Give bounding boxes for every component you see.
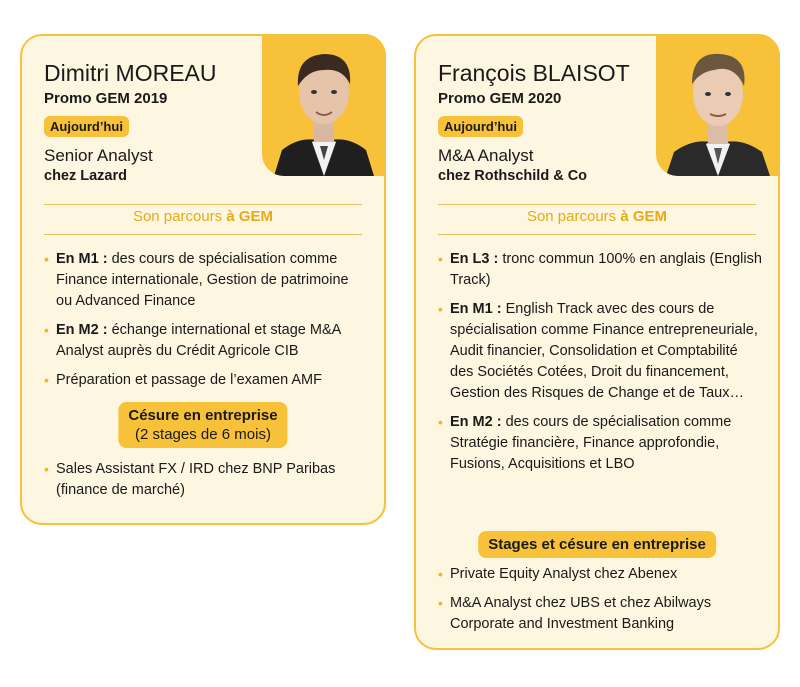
person-name: Dimitri MOREAU — [44, 60, 217, 86]
promo-year: Promo GEM 2020 — [438, 90, 562, 107]
today-badge: Aujourd’hui — [44, 116, 129, 137]
divider — [438, 234, 756, 235]
section-title: Son parcours à GEM — [526, 208, 668, 225]
job-title: M&A Analyst — [438, 146, 534, 165]
promo-year: Promo GEM 2019 — [44, 90, 168, 107]
bullet-icon: • — [44, 322, 49, 338]
divider — [44, 234, 362, 235]
company-name: chez Rothschild & Co — [438, 168, 588, 184]
today-badge: Aujourd’hui — [438, 116, 523, 137]
bullet-icon: • — [438, 595, 443, 611]
portrait-photo — [656, 34, 780, 176]
portrait-photo — [262, 34, 386, 176]
divider — [438, 204, 756, 205]
bullet-icon: • — [438, 414, 443, 430]
list-item: • En M2 : des cours de spécialisation comme Stratégie financière, Finance approfondie, Fusions, Acquisitions et LBO — [438, 414, 732, 472]
list-item: • Préparation et passage de l’examen AMF — [44, 370, 368, 391]
bullet-icon: • — [438, 301, 443, 317]
bullet-icon: • — [44, 372, 49, 388]
company-name: chez Lazard — [44, 168, 127, 184]
internship-list — [438, 564, 762, 643]
section-title: Son parcours à GEM — [132, 208, 274, 225]
list-item: • En M1 : English Track avec des cours de spécialisation comme Finance entrepreneuriale, Audit financier, Consolidation et Comptabilité des Sociétés Cotées, Droit du financement, Gestion des Risques de Change et de Taux… — [438, 301, 758, 401]
job-title: Senior Analyst — [44, 146, 153, 165]
bullet-icon: • — [438, 566, 443, 582]
bullet-icon: • — [44, 251, 49, 267]
profile-card-francois — [414, 34, 780, 650]
list-item: • En M2 : échange international et stage M&A Analyst auprès du Crédit Agricole CIB — [44, 322, 341, 359]
internships-badge: Stages et césure en entreprise — [478, 531, 716, 558]
person-name: François BLAISOT — [438, 60, 630, 86]
profile-card-dimitri — [20, 34, 386, 525]
list-item: • Private Equity Analyst chez Abenex — [438, 564, 762, 585]
list-item: • Sales Assistant FX / IRD chez BNP Paribas (finance de marché) — [44, 461, 336, 498]
internship-list — [44, 459, 368, 509]
gap-year-badge: Césure en entreprise (2 stages de 6 mois) — [118, 402, 287, 448]
course-list — [438, 249, 762, 483]
bullet-icon: • — [44, 461, 49, 477]
divider — [44, 204, 362, 205]
course-list — [44, 249, 368, 399]
bullet-icon: • — [438, 251, 443, 267]
list-item: • M&A Analyst chez UBS et chez Abilways Corporate and Investment Banking — [438, 595, 712, 632]
list-item: • En M1 : des cours de spécialisation comme Finance internationale, Gestion de patrimoine ou Advanced Finance — [44, 251, 349, 309]
list-item: • En L3 : tronc commun 100% en anglais (English Track) — [438, 251, 762, 288]
